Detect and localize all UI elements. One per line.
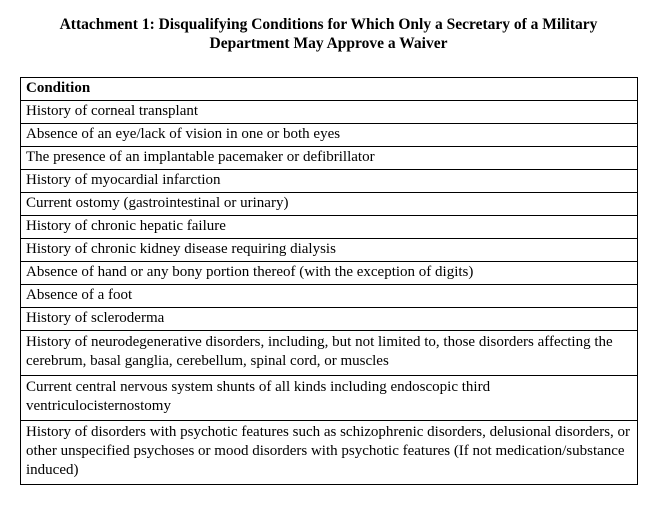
condition-cell: History of chronic kidney disease requiring dialysis bbox=[21, 239, 638, 262]
table-row bbox=[21, 147, 638, 170]
condition-cell: Absence of an eye/lack of vision in one or both eyes bbox=[21, 124, 638, 147]
title-line-2: Department May Approve a Waiver bbox=[209, 35, 448, 52]
table-row bbox=[21, 193, 638, 216]
condition-cell: The presence of an implantable pacemaker or defibrillator bbox=[21, 147, 638, 170]
condition-cell: History of neurodegenerative disorders, including, but not limited to, those disorders affecting the cerebrum, basal ganglia, cerebellum, spinal cord, or muscles bbox=[21, 331, 638, 376]
condition-cell: History of myocardial infarction bbox=[21, 170, 638, 193]
condition-cell: Absence of hand or any bony portion thereof (with the exception of digits) bbox=[21, 262, 638, 285]
title-line-1: Attachment 1: Disqualifying Conditions for Which Only a Secretary of a Military bbox=[59, 16, 598, 33]
table-row bbox=[21, 376, 638, 421]
table-row bbox=[21, 170, 638, 193]
table-row bbox=[21, 308, 638, 331]
condition-cell: History of corneal transplant bbox=[21, 101, 638, 124]
table-row bbox=[21, 285, 638, 308]
condition-cell: Current ostomy (gastrointestinal or urinary) bbox=[21, 193, 638, 216]
condition-cell: History of disorders with psychotic features such as schizophrenic disorders, delusional disorders, or other unspecified psychoses or mood disorders with psychotic features (If not medication/substance induced) bbox=[21, 421, 638, 485]
table-header-row bbox=[21, 78, 638, 101]
table-row bbox=[21, 421, 638, 485]
table-row bbox=[21, 124, 638, 147]
attachment-title bbox=[0, 15, 657, 53]
table-row bbox=[21, 239, 638, 262]
table-row bbox=[21, 101, 638, 124]
condition-cell: History of chronic hepatic failure bbox=[21, 216, 638, 239]
conditions-table bbox=[20, 77, 638, 485]
condition-cell: History of scleroderma bbox=[21, 308, 638, 331]
condition-cell: Absence of a foot bbox=[21, 285, 638, 308]
table-row bbox=[21, 331, 638, 376]
condition-cell: Current central nervous system shunts of all kinds including endoscopic third ventriculocisternostomy bbox=[21, 376, 638, 421]
column-header-condition: Condition bbox=[21, 78, 638, 101]
table-row bbox=[21, 262, 638, 285]
table-row bbox=[21, 216, 638, 239]
